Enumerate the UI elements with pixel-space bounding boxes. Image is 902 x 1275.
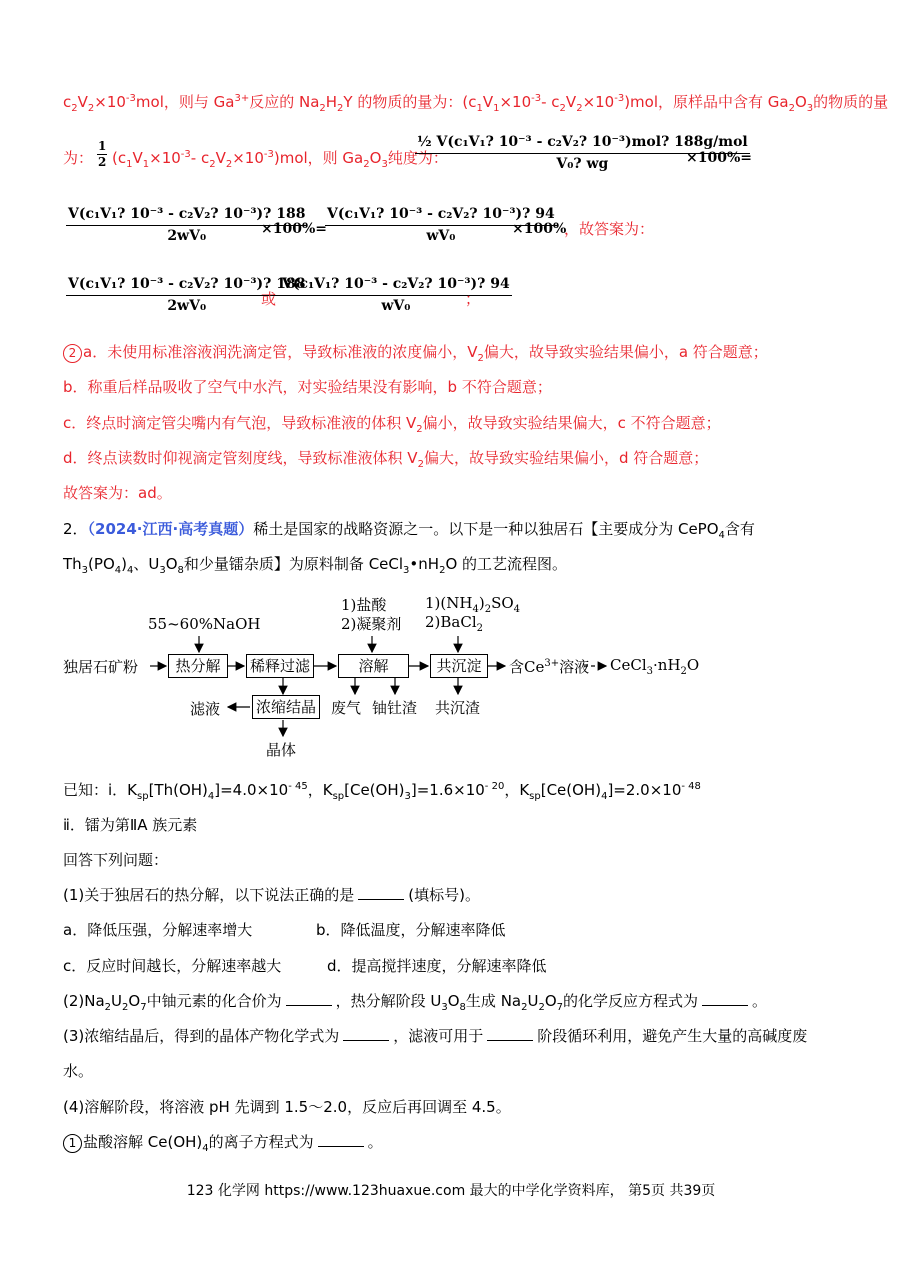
question-3: (3)浓缩结晶后，得到的晶体产物化学式为 ，滤液可用于 阶段循环利用，避免产生大量的高碱度废 — [63, 1027, 808, 1045]
question-4: (4)溶解阶段，将溶液 pH 先调到 1.5～2.0，反应后再回调至 4.5。 — [63, 1098, 511, 1116]
fraction-94: $\frac{\text{V(c₁V₁? 10⁻³ - c₂V₂? 10⁻³)? 94}}{\text{wV₀}}$ — [327, 206, 555, 244]
blank-q2-valence[interactable] — [286, 991, 332, 1006]
flow-waste-gas: 废气 — [331, 699, 362, 717]
half-fraction: $\frac{1}{2}$ — [98, 139, 107, 169]
or-text: 或 — [261, 290, 277, 308]
flow-u-th-residue: 铀钍渣 — [372, 699, 418, 717]
answer-intro: ，故答案为： — [564, 220, 655, 238]
flow-box-dissolve: 溶解 — [338, 654, 409, 678]
flow-coprecipitate-residue: 共沉渣 — [435, 699, 481, 717]
known-ksp: 已知：ⅰ．$K_{sp}[Th(OH)_4]=4.0\times 10^{- 45}$，$K_{sp}[Ce(OH)_3]=1.6\times 10^{- 20}$，$K_{sp}[Ce(OH)_4]=2.0\times 10^{- 48}$ — [63, 781, 701, 802]
option-a: a．降低压强，分解速率增大 — [63, 921, 253, 939]
page-footer: 123 化学网 https://www.123huaxue.com 最大的中学化学资料库， 第5页 共39页 — [186, 1183, 716, 1199]
answer-a: 2 a．未使用标准溶液润洗滴定管，导致标准液的浓度偏小，$V_2$偏大，故导致实验结果偏小，a 符合题意； — [63, 341, 768, 363]
flow-ce-solution: 含$Ce^{3+}$溶液 — [509, 658, 590, 676]
option-d: d．提高搅拌速度，分解速率降低 — [327, 957, 547, 975]
times-100-end: ×100% — [512, 221, 567, 237]
answer-fraction-188: $\frac{\text{V(c₁V₁? 10⁻³ - c₂V₂? 10⁻³)? 188}}{\text{2wV₀}}$ — [68, 276, 306, 314]
calc-line-2-text: ($c_1V_1\times 10^{-3}-$ $c_2V_2\times 10^{-3})mol$，则 $Ga_2O_3$纯度为： — [112, 149, 448, 170]
semicolon: ； — [465, 290, 481, 308]
calc-line-2: 为： — [63, 149, 94, 167]
option-c: c．反应时间越长，分解速率越大 — [63, 957, 282, 975]
flow-reagent-bacl2: 2)BaCl$_2$ — [425, 613, 484, 634]
question-4-1: 1 盐酸溶解 $Ce(OH)_4$的离子方程式为 。 — [63, 1131, 383, 1153]
purity-fraction: ½ V(c₁V₁? 10⁻³ - c₂V₂? 10⁻³)mol? 188g/mol V₀? wg — [417, 134, 748, 172]
flow-product: $CeCl_3\cdot nH_2O$ — [610, 656, 700, 677]
flow-box-coprecipitate: 共沉淀 — [430, 654, 488, 678]
times-100-eq: ×100%= — [261, 221, 327, 237]
question-1: (1)关于独居石的热分解，以下说法正确的是 (填标号)。 — [63, 886, 480, 904]
blank-q2-equation[interactable] — [702, 991, 748, 1006]
flow-raw-material: 独居石矿粉 — [63, 658, 139, 676]
blank-q4-ionic-equation[interactable] — [318, 1132, 364, 1147]
flow-box-concentrate-crystallize: 浓缩结晶 — [252, 695, 320, 719]
flow-reagent-ammonium-sulfate: $1)(NH_4)_2SO_4$ — [425, 594, 521, 615]
flow-reagent-hcl: 1)盐酸 — [341, 596, 387, 614]
answer-final: 故答案为：ad。 — [63, 484, 172, 502]
blank-q3-stage[interactable] — [487, 1026, 533, 1041]
fraction-188: $\frac{\text{V(c₁V₁? 10⁻³ - c₂V₂? 10⁻³)? 188}}{\text{2wV₀}}$ — [68, 206, 306, 244]
blank-q3-crystal[interactable] — [343, 1026, 389, 1041]
option-b: b．降低温度，分解速率降低 — [316, 921, 506, 939]
known-radium: ⅱ．镭为第ⅡA 族元素 — [63, 816, 198, 834]
flow-reagent-coagulant: 2)凝聚剂 — [341, 615, 402, 633]
calc-line-1: $c_2V_2\times 10^{-3}mol$，则与 $Ga^{3+}$反应的 $Na_2H_2Y$ 的物质的量为：($c_1V_1\times 10^{-3}-$ $c_2V_2\times 10^{-3})mol$，原样品中含有 $Ga_2O_3$的物质的量 — [63, 93, 889, 114]
flow-box-dilute-filter: 稀释过滤 — [246, 654, 314, 678]
question-2-line-1: 2．（2024·江西·高考真题）稀土是国家的战略资源之一。以下是一种以独居石【主要成分为 CePO$_4$含有 — [63, 520, 755, 541]
flow-naoh: 55~60%NaOH — [148, 615, 261, 633]
flow-filtrate: 滤液 — [190, 700, 221, 718]
times-100: ×100%= — [686, 150, 752, 166]
question-2: $(2)Na_2U_2O_7$中铀元素的化合价为 ，热分解阶段 $U_3O_8$生成 $Na_2U_2O_7$的化学反应方程式为 。 — [63, 992, 768, 1013]
flow-crystal: 晶体 — [266, 741, 297, 759]
answer-fraction-94: $\frac{\text{V(c₁V₁? 10⁻³ - c₂V₂? 10⁻³)? 94}}{\text{wV₀}}$ — [282, 276, 510, 314]
answer-b: b．称重后样品吸收了空气中水汽，对实验结果没有影响，b 不符合题意； — [63, 378, 552, 396]
question-2-line-2: $Th_3(PO_4)_4$、$U_3O_8$和少量镭杂质】为原料制备 $CeCl_3•nH_2O$ 的工艺流程图。 — [63, 555, 568, 576]
flow-box-thermal-decomposition: 热分解 — [168, 654, 228, 678]
answer-d: d．终点读数时仰视滴定管刻度线，导致标准液体积 $V_2$偏大，故导致实验结果偏小，d 符合题意； — [63, 449, 709, 470]
answer-c: c．终点时滴定管尖嘴内有气泡，导致标准液的体积 $V_2$偏小，故导致实验结果偏大，c 不符合题意； — [63, 414, 721, 435]
question-3-cont: 水。 — [63, 1062, 94, 1080]
questions-intro: 回答下列问题： — [63, 851, 169, 869]
blank-q1[interactable] — [358, 885, 404, 900]
